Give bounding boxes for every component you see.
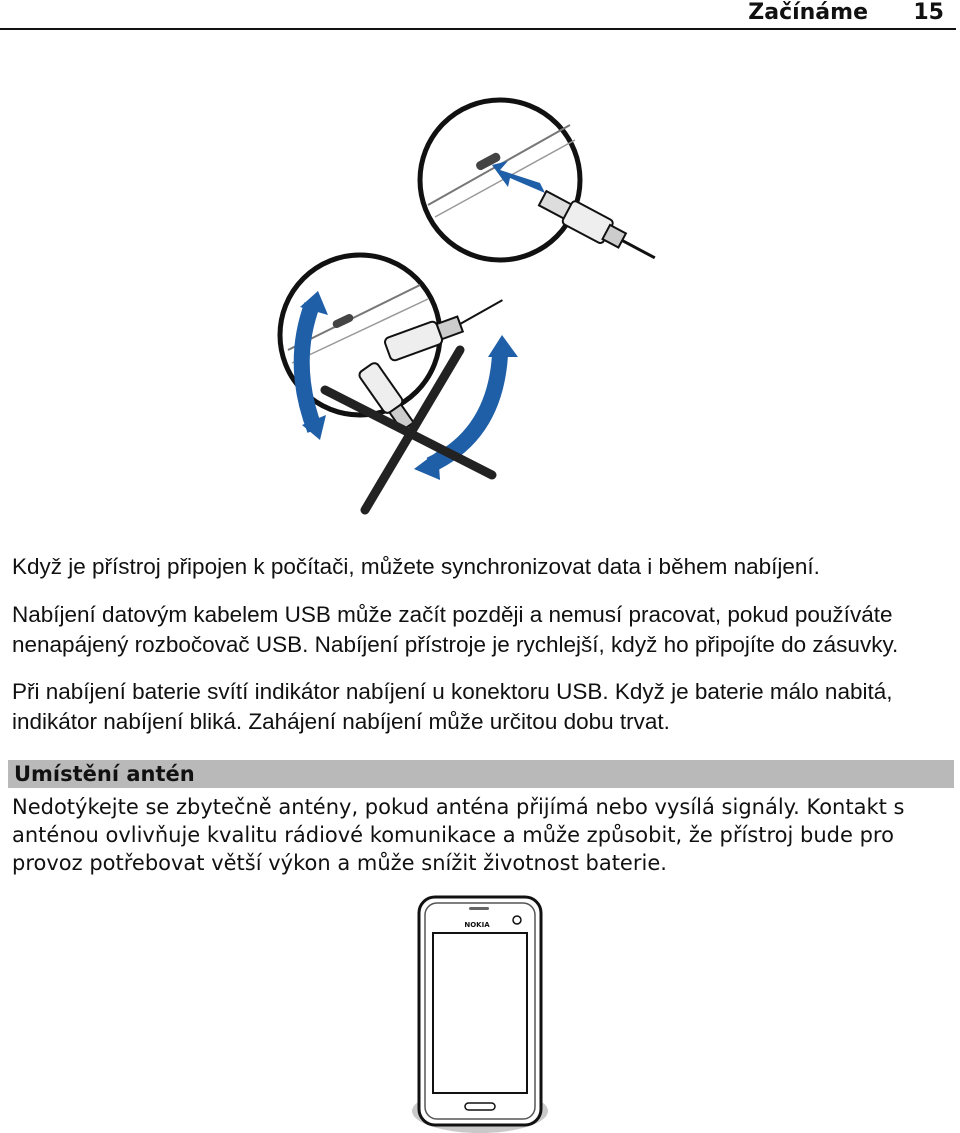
page-number: 15 (913, 0, 944, 25)
paragraph-antenna: Nedotýkejte se zbytečně antény, pokud anténa přijímá nebo vysílá signály. Kontakt s anténou ovlivňuje kvalitu rádiové komunikace a může způsobit, že přístroj bude pro provoz potřebovat větší výkon a může snížit životnost baterie. (12, 795, 905, 875)
correct-connection-detail (420, 100, 661, 269)
phone-antenna-illustration (405, 893, 555, 1133)
paragraph-usb-hub: Nabíjení datovým kabelem USB může začít později a nemusí pracovat, pokud používáte nenapájený rozbočovač USB. Nabíjení přístroje je rychlejší, když ho připojíte do zásuvky. (12, 602, 899, 657)
incorrect-connection-detail (280, 255, 518, 510)
chapter-title: Začínáme (748, 0, 868, 25)
paragraph-sync: Když je přístroj připojen k počítači, můžete synchronizovat data i během nabíjení. (12, 554, 820, 579)
usb-charging-illustration (270, 95, 690, 525)
section-heading-bar (8, 760, 954, 788)
paragraph-charging-indicator: Při nabíjení baterie svítí indikátor nabíjení u konektoru USB. Když je baterie málo nabitá, indikátor nabíjení bliká. Zahájení nabíjení může určitou dobu trvat. (12, 679, 893, 734)
section-title: Umístění antén (14, 762, 195, 786)
page-header (0, 0, 956, 30)
phone-brand-logo: NOKIA (464, 921, 490, 929)
